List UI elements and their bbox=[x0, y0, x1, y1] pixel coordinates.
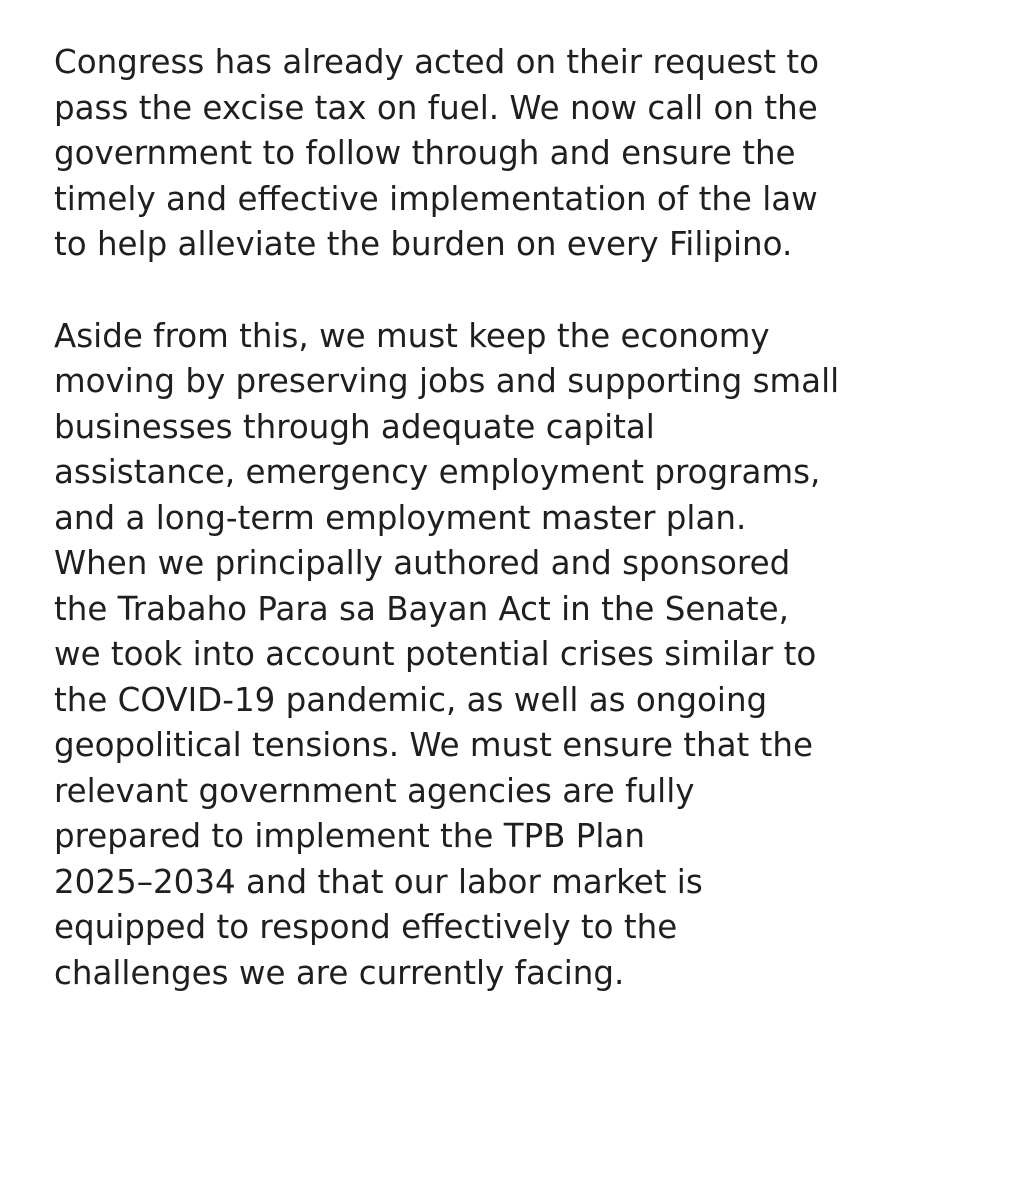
text-line: the Trabaho Para sa Bayan Act in the Senate, bbox=[54, 589, 789, 628]
text-line: pass the excise tax on fuel. We now call on the bbox=[54, 88, 818, 127]
text-line: timely and effective implementation of the law bbox=[54, 179, 818, 218]
text-line: moving by preserving jobs and supporting small bbox=[54, 362, 840, 400]
text-line: and a long-term employment master plan. bbox=[54, 498, 747, 537]
text-line: challenges we are currently facing. bbox=[54, 953, 625, 992]
paragraph-excise-tax bbox=[54, 40, 976, 268]
text-line: geopolitical tensions. We must ensure that the bbox=[54, 726, 813, 764]
text-line: businesses through adequate capital bbox=[54, 407, 655, 446]
paragraph-economy bbox=[54, 314, 976, 997]
text-line: we took into account potential crises similar to bbox=[54, 635, 817, 673]
text-line: prepared to implement the TPB Plan bbox=[54, 817, 645, 855]
text-line: When we principally authored and sponsored bbox=[54, 544, 791, 582]
text-line: government to follow through and ensure the bbox=[54, 134, 796, 172]
text-line: Congress has already acted on their request to bbox=[54, 43, 819, 81]
text-line: Aside from this, we must keep the economy bbox=[54, 316, 770, 355]
text-line: to help alleviate the burden on every Filipino. bbox=[54, 225, 793, 263]
text-line: equipped to respond effectively to the bbox=[54, 908, 678, 946]
text-line: relevant government agencies are fully bbox=[54, 771, 695, 810]
text-line: 2025–2034 and that our labor market is bbox=[54, 862, 703, 901]
text-line: assistance, emergency employment programs, bbox=[54, 453, 821, 491]
text-line: the COVID-19 pandemic, as well as ongoing bbox=[54, 680, 768, 719]
